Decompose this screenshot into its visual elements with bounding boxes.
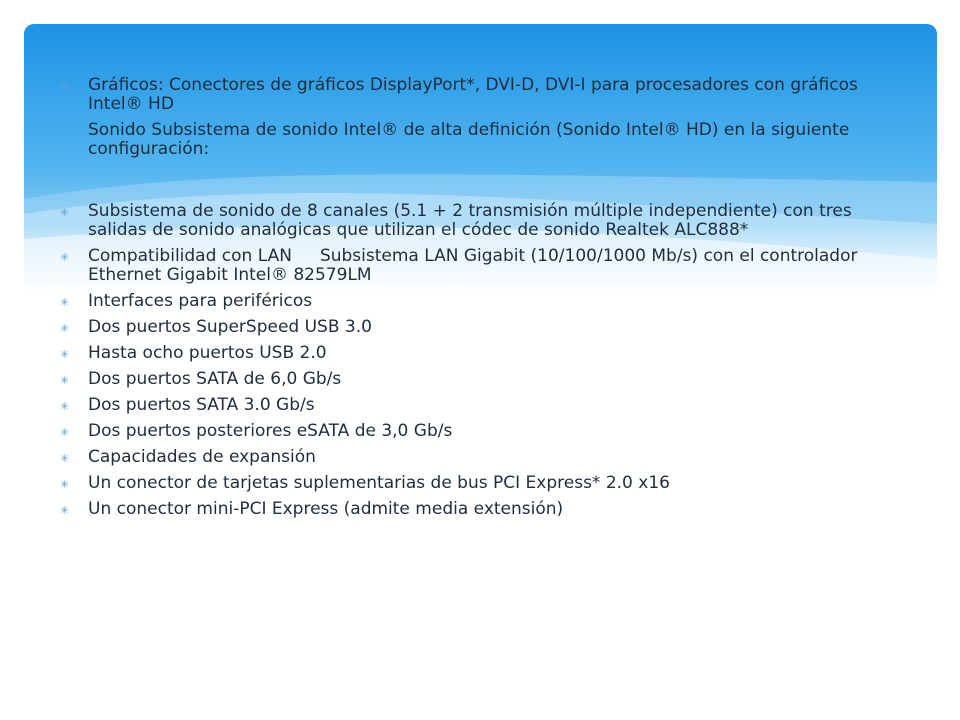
list-item-lan (58, 247, 898, 285)
asterisk-bullet-icon: ✳ (60, 400, 70, 413)
asterisk-bullet-icon: ✳ (60, 426, 70, 439)
asterisk-bullet-icon: ✳ (60, 80, 70, 93)
list-item: ✳ Interfaces para periféricos (60, 291, 313, 311)
asterisk-bullet-icon: ✳ (60, 452, 70, 465)
asterisk-bullet-icon: ✳ (60, 504, 70, 517)
asterisk-bullet-icon: ✳ (60, 251, 70, 264)
list-item: ✳ Gráficos: Conectores de gráficos DisplayPort*, DVI-D, DVI-I para procesadores con gráficos Intel® HD (60, 75, 858, 114)
list-item: ✳ Dos puertos SuperSpeed USB 3.0 (60, 317, 372, 337)
slide-body (58, 76, 898, 526)
list-item-continuation: Sonido Subsistema de sonido Intel® de alta definición (Sonido Intel® HD) en la siguiente configuración: (88, 120, 850, 159)
list-item: ✳ Dos puertos posteriores eSATA de 3,0 Gb/s (60, 421, 453, 441)
asterisk-bullet-icon: ✳ (60, 374, 70, 387)
list-item: ✳ Dos puertos SATA de 6,0 Gb/s (60, 369, 342, 389)
list-item: ✳ Un conector mini-PCI Express (admite media extensión) (60, 499, 564, 519)
asterisk-bullet-icon: ✳ (60, 348, 70, 361)
list-item: ✳ Hasta ocho puertos USB 2.0 (60, 343, 327, 363)
asterisk-bullet-icon: ✳ (60, 478, 70, 491)
lan-label: Compatibilidad con LAN (88, 246, 292, 266)
lan-text: Subsistema LAN Gigabit (10/100/1000 Mb/s) con el controlador Ethernet Gigabit Intel® 82579LM (88, 246, 858, 285)
list-item: ✳ Dos puertos SATA 3.0 Gb/s (60, 395, 315, 415)
list-item: ✳ Subsistema de sonido de 8 canales (5.1 + 2 transmisión múltiple independiente) con tres salidas de sonido analógicas que utilizan el códec de sonido Realtek ALC888* (60, 201, 852, 240)
asterisk-bullet-icon: ✳ (60, 296, 70, 309)
asterisk-bullet-icon: ✳ (60, 206, 70, 219)
list-item: ✳ Un conector de tarjetas suplementarias de bus PCI Express* 2.0 x16 (60, 473, 670, 493)
list-item: ✳ Capacidades de expansión (60, 447, 316, 467)
asterisk-bullet-icon: ✳ (60, 322, 70, 335)
